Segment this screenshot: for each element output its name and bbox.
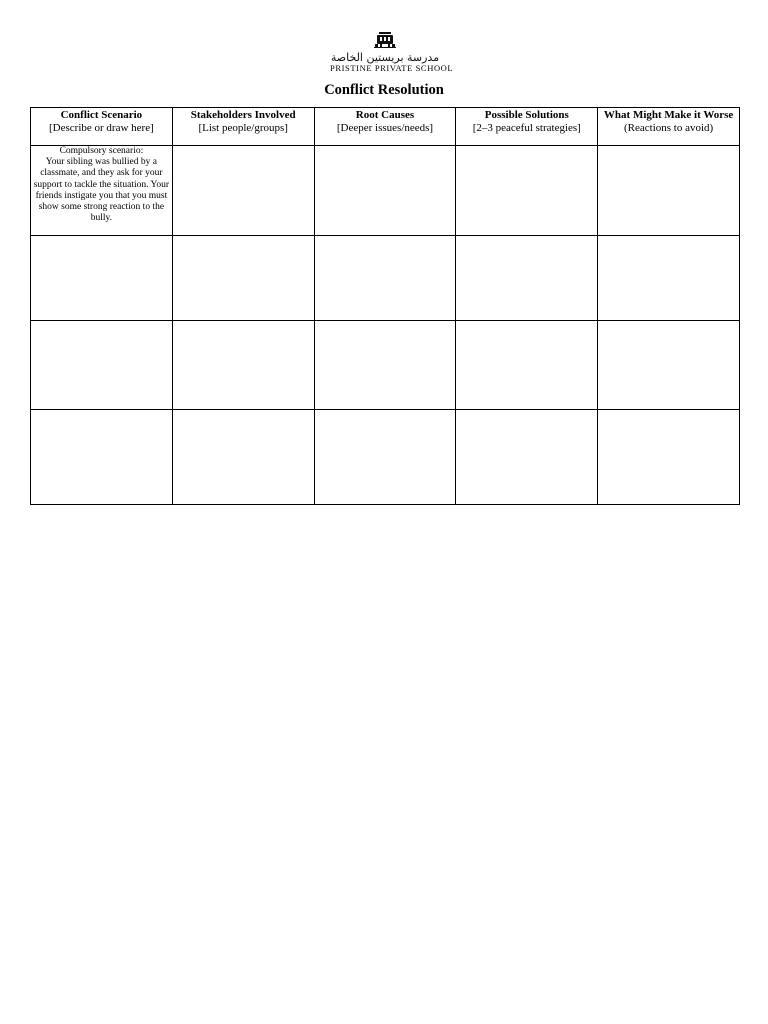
column-title: Conflict Scenario xyxy=(60,109,143,121)
table-header-row xyxy=(31,108,740,146)
make-it-worse-cell[interactable] xyxy=(598,321,740,410)
possible-solutions-cell[interactable] xyxy=(456,236,598,321)
stakeholders-cell[interactable] xyxy=(172,410,314,505)
root-causes-cell[interactable] xyxy=(314,410,456,505)
scenario-cell[interactable] xyxy=(31,321,173,410)
table-row xyxy=(31,410,740,505)
scenario-cell[interactable] xyxy=(31,146,173,236)
column-title: Possible Solutions xyxy=(484,109,569,121)
column-subtitle: (Reactions to avoid) xyxy=(623,121,714,134)
stakeholders-cell[interactable] xyxy=(172,236,314,321)
column-subtitle: [List people/groups] xyxy=(198,121,288,134)
column-header-make-it-worse xyxy=(598,108,740,146)
scenario-cell[interactable] xyxy=(31,236,173,321)
table-row xyxy=(31,146,740,236)
make-it-worse-cell[interactable] xyxy=(598,236,740,321)
conflict-resolution-table xyxy=(30,107,740,505)
stakeholders-cell[interactable] xyxy=(172,146,314,236)
root-causes-cell[interactable] xyxy=(314,236,456,321)
scenario-cell[interactable] xyxy=(31,410,173,505)
scenario-label: Compulsory scenario: xyxy=(59,146,144,156)
school-name-english: PRISTINE PRIVATE SCHOOL xyxy=(330,63,454,73)
make-it-worse-cell[interactable] xyxy=(598,410,740,505)
possible-solutions-cell[interactable] xyxy=(456,410,598,505)
page-title: Conflict Resolution xyxy=(324,82,444,98)
column-header-root-causes xyxy=(314,108,456,146)
column-title: What Might Make it Worse xyxy=(603,109,734,121)
column-header-conflict-scenario xyxy=(31,108,173,146)
scenario-text: Your sibling was bullied by a classmate, and they ask for your support to tackle the situation. Your friends instigate you that you must show some strong reaction to the bully. xyxy=(33,157,170,224)
column-title: Stakeholders Involved xyxy=(190,109,296,121)
possible-solutions-cell[interactable] xyxy=(456,146,598,236)
school-name-arabic: مدرسة بريستين الخاصة xyxy=(330,51,440,64)
table-row xyxy=(31,321,740,410)
root-causes-cell[interactable] xyxy=(314,321,456,410)
table-row xyxy=(31,236,740,321)
column-header-stakeholders xyxy=(172,108,314,146)
column-title: Root Causes xyxy=(355,109,415,121)
column-subtitle: [Describe or draw here] xyxy=(49,121,154,134)
column-header-possible-solutions xyxy=(456,108,598,146)
school-crest-icon xyxy=(330,30,440,64)
make-it-worse-cell[interactable] xyxy=(598,146,740,236)
possible-solutions-cell[interactable] xyxy=(456,321,598,410)
column-subtitle: [2–3 peaceful strategies] xyxy=(472,121,581,134)
school-logo xyxy=(330,30,454,76)
root-causes-cell[interactable] xyxy=(314,146,456,236)
stakeholders-cell[interactable] xyxy=(172,321,314,410)
column-subtitle: [Deeper issues/needs] xyxy=(336,121,434,134)
